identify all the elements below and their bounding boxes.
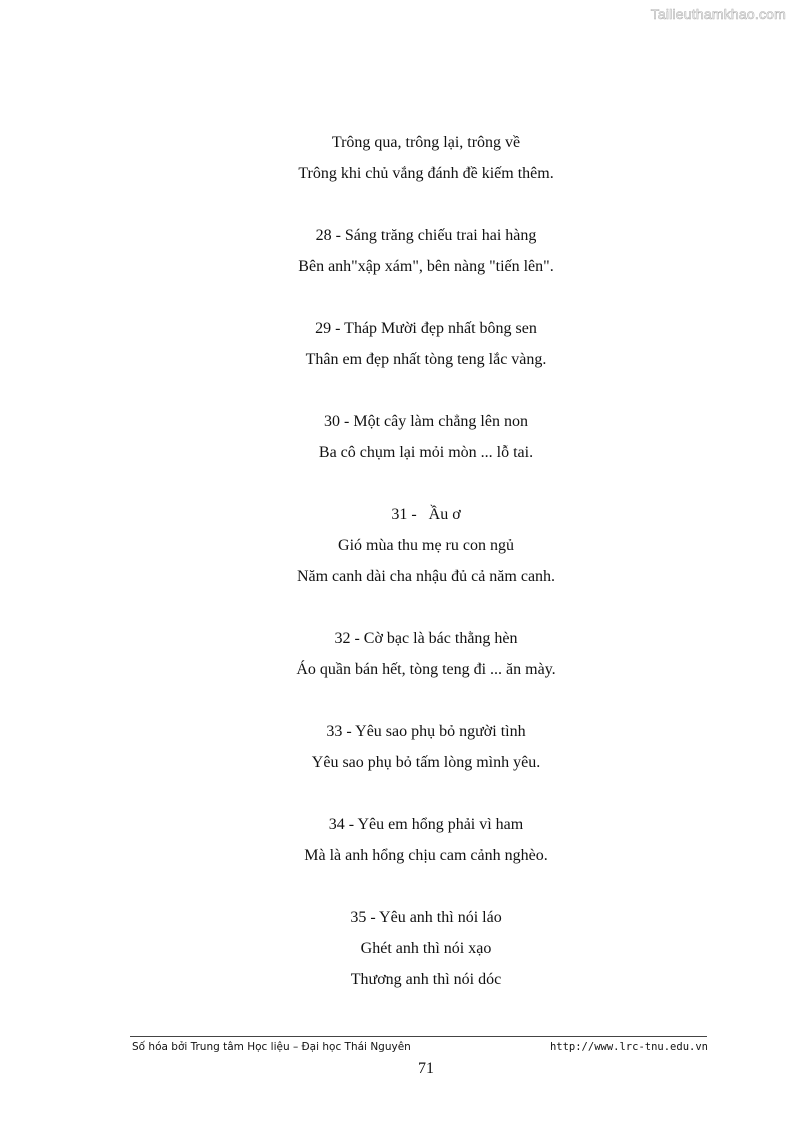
poem-line: Gió mùa thu mẹ ru con ngủ xyxy=(338,537,514,554)
poem-line: 30 - Một cây làm chẳng lên non xyxy=(324,413,528,430)
poem-body xyxy=(0,131,794,1030)
stanza xyxy=(0,224,794,286)
poem-line: Thương anh thì nói dóc xyxy=(350,971,502,988)
poem-line: Mà là anh hổng chịu cam cảnh nghèo. xyxy=(304,847,548,864)
poem-line: Trông qua, trông lại, trông về xyxy=(331,134,521,151)
stanza xyxy=(0,503,794,596)
watermark-text: Tailieuthamkhao.com xyxy=(650,6,786,22)
poem-line: 34 - Yêu em hổng phải vì ham xyxy=(328,816,524,833)
stanza xyxy=(0,317,794,379)
stanza xyxy=(0,131,794,193)
stanza xyxy=(0,813,794,875)
poem-line: Bên anh"xập xám", bên nàng "tiến lên". xyxy=(298,258,554,275)
poem-line: Yêu sao phụ bỏ tấm lòng mình yêu. xyxy=(311,754,541,771)
poem-line: 35 - Yêu anh thì nói láo xyxy=(350,909,502,926)
stanza xyxy=(0,627,794,689)
stanza xyxy=(0,410,794,472)
stanza xyxy=(0,906,794,999)
poem-line: Áo quần bán hết, tòng teng đi ... ăn mày. xyxy=(296,661,556,678)
poem-line: Ghét anh thì nói xạo xyxy=(360,940,492,957)
footer-divider xyxy=(130,1036,707,1037)
poem-line: 31 - Ầu ơ xyxy=(391,506,461,523)
poem-line: 32 - Cờ bạc là bác thằng hèn xyxy=(334,630,518,647)
poem-line: 33 - Yêu sao phụ bỏ người tình xyxy=(326,723,526,740)
footer-url: http://www.lrc-tnu.edu.vn xyxy=(549,1041,708,1053)
poem-line: Năm canh dài cha nhậu đủ cả năm canh. xyxy=(296,568,556,585)
stanza xyxy=(0,720,794,782)
footer-credit: Số hóa bởi Trung tâm Học liệu – Đại học Thái Nguyên xyxy=(132,1041,411,1053)
poem-line: 28 - Sáng trăng chiếu trai hai hàng xyxy=(315,227,537,244)
poem-line: Ba cô chụm lại mỏi mòn ... lỗ tai. xyxy=(318,444,534,461)
page-number: 71 xyxy=(418,1060,434,1077)
poem-line: Thân em đẹp nhất tòng teng lắc vàng. xyxy=(305,351,547,368)
poem-line: Trông khi chủ vắng đánh đề kiếm thêm. xyxy=(298,165,554,182)
poem-line: 29 - Tháp Mười đẹp nhất bông sen xyxy=(315,320,537,337)
